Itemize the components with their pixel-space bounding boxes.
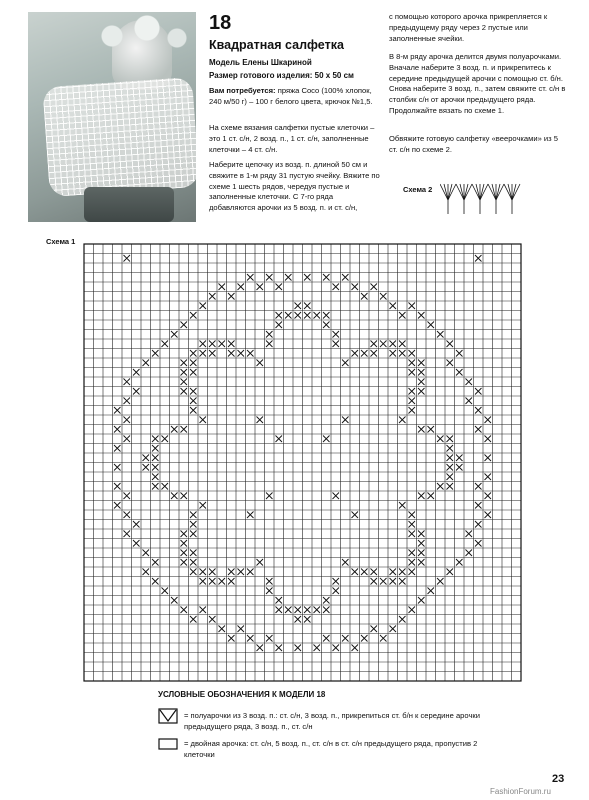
filled-cell (409, 559, 416, 566)
filled-cell (466, 531, 473, 538)
filled-cell (323, 436, 330, 443)
filled-cell (114, 502, 121, 509)
filled-cell (285, 274, 292, 281)
filled-cell (380, 635, 387, 642)
filled-cell (181, 360, 188, 367)
filled-cell (228, 578, 235, 585)
filled-cell (152, 483, 159, 490)
filled-cell (456, 559, 463, 566)
filled-cell (247, 274, 254, 281)
filled-cell (475, 521, 482, 528)
filled-cell (219, 341, 226, 348)
filled-cell (124, 512, 131, 519)
filled-cell (409, 303, 416, 310)
filled-cell (209, 616, 216, 623)
filled-cell (200, 341, 207, 348)
filled-cell (114, 483, 121, 490)
filled-cell (485, 474, 492, 481)
filled-cell (295, 607, 302, 614)
filled-cell (371, 350, 378, 357)
filled-cell (276, 597, 283, 604)
filled-cell (390, 626, 397, 633)
filled-cell (181, 369, 188, 376)
filled-cell (257, 645, 264, 652)
filled-cell (247, 350, 254, 357)
filled-cell (409, 360, 416, 367)
model-number: 18 (209, 12, 232, 34)
filled-cell (371, 626, 378, 633)
filled-cell (190, 312, 197, 319)
filled-cell (209, 578, 216, 585)
filled-cell (219, 626, 226, 633)
filled-cell (190, 531, 197, 538)
filled-cell (418, 597, 425, 604)
filled-cell (228, 341, 235, 348)
filled-cell (238, 284, 245, 291)
filled-cell (295, 312, 302, 319)
filled-cell (485, 436, 492, 443)
filled-cell (143, 569, 150, 576)
filled-cell (361, 293, 368, 300)
filled-cell (266, 331, 273, 338)
filled-cell (181, 379, 188, 386)
filled-cell (209, 293, 216, 300)
filled-cell (371, 578, 378, 585)
filled-cell (428, 322, 435, 329)
page-number: 23 (552, 773, 565, 785)
filled-cell (342, 417, 349, 424)
filled-cell (333, 588, 340, 595)
filled-cell (409, 388, 416, 395)
filled-cell (124, 398, 131, 405)
filled-cell (418, 360, 425, 367)
filled-cell (475, 502, 482, 509)
filled-cell (428, 493, 435, 500)
filled-cell (143, 360, 150, 367)
filled-cell (276, 645, 283, 652)
filled-cell (418, 550, 425, 557)
filled-cell (257, 360, 264, 367)
filled-cell (209, 569, 216, 576)
filled-cell (276, 284, 283, 291)
filled-cell (475, 483, 482, 490)
filled-cell (190, 512, 197, 519)
filled-cell (485, 512, 492, 519)
filled-cell (418, 540, 425, 547)
filled-cell (333, 578, 340, 585)
filled-cell (190, 407, 197, 414)
filled-cell (190, 550, 197, 557)
filled-cell (152, 455, 159, 462)
filled-cell (447, 569, 454, 576)
filled-cell (418, 388, 425, 395)
filled-cell (447, 474, 454, 481)
filled-cell (228, 569, 235, 576)
filled-cell (219, 578, 226, 585)
filled-cell (209, 341, 216, 348)
filled-cell (314, 607, 321, 614)
filled-cell (409, 607, 416, 614)
filled-cell (390, 578, 397, 585)
filled-cell (314, 312, 321, 319)
model-title: Квадратная салфетка (209, 38, 344, 52)
filled-cell (171, 597, 178, 604)
filled-cell (181, 540, 188, 547)
filled-cell (342, 559, 349, 566)
filled-cell (485, 493, 492, 500)
materials-paragraph: Вам потребуется: пряжа Coco (100% хлопок, 240 м/50 г) – 100 г белого цвета, крючок №1,5. (209, 86, 373, 106)
filled-cell (333, 341, 340, 348)
filled-cell (361, 350, 368, 357)
filled-cell (190, 388, 197, 395)
legend-title: УСЛОВНЫЕ ОБОЗНАЧЕНИЯ К МОДЕЛИ 18 (158, 690, 326, 699)
edging-paragraph: Обвяжите готовую салфетку «веерочками» из 5 ст. с/н по схеме 2. (389, 134, 558, 154)
cells-paragraph: На схеме вязания салфетки пустые клеточки – это 1 ст. с/н, 2 возд. п., 1 ст. с/н, заполненные клеточки – 4 ст. с/н. (209, 123, 375, 154)
filled-cell (399, 616, 406, 623)
filled-cell (352, 512, 359, 519)
filled-cell (124, 417, 131, 424)
filled-cell (162, 483, 169, 490)
filled-cell (475, 388, 482, 395)
filled-cell (333, 284, 340, 291)
filled-cell (437, 483, 444, 490)
filled-cell (143, 464, 150, 471)
scheme1-label: Схема 1 (46, 237, 76, 246)
filled-cell (333, 645, 340, 652)
filled-cell (447, 455, 454, 462)
filled-cell (190, 398, 197, 405)
filled-cell (124, 436, 131, 443)
filled-cell (447, 341, 454, 348)
filled-cell (466, 550, 473, 557)
double-arch-symbol (158, 738, 178, 750)
filled-cell (323, 607, 330, 614)
filled-cell (295, 645, 302, 652)
filled-cell (285, 607, 292, 614)
filled-cell (447, 483, 454, 490)
filled-cell (152, 464, 159, 471)
filled-cell (181, 607, 188, 614)
filled-cell (456, 464, 463, 471)
filled-cell (114, 445, 121, 452)
filled-cell (456, 369, 463, 376)
filled-cell (352, 350, 359, 357)
filled-cell (409, 350, 416, 357)
filled-cell (171, 493, 178, 500)
filled-cell (333, 493, 340, 500)
filled-cell (409, 369, 416, 376)
filled-cell (428, 588, 435, 595)
filled-cell (133, 521, 140, 528)
scheme2-label: Схема 2 (403, 185, 433, 194)
row8-paragraph: В 8-м ряду арочка делится двумя полуарочками. Вначале наберите 3 возд. п. и прикрепитесь к середине предыдущей арочки с помощью ст. б/н. Снова наберите 3 возд. п., затем свяжите ст. с/н в столбик с/н от арочки предыдущего ряда. Продолжайте вязать по схеме 1. (389, 52, 566, 115)
filled-cell (390, 569, 397, 576)
filled-cell (114, 407, 121, 414)
filled-cell (304, 303, 311, 310)
filled-cell (190, 360, 197, 367)
filled-cell (399, 502, 406, 509)
filled-cell (342, 635, 349, 642)
filled-cell (162, 588, 169, 595)
filled-cell (342, 360, 349, 367)
filled-cell (304, 312, 311, 319)
filled-cell (333, 331, 340, 338)
filled-cell (323, 312, 330, 319)
filled-cell (200, 502, 207, 509)
filled-cell (409, 512, 416, 519)
filled-cell (418, 369, 425, 376)
filled-cell (475, 426, 482, 433)
filled-cell (171, 426, 178, 433)
filled-cell (456, 455, 463, 462)
filled-cell (314, 645, 321, 652)
filled-cell (152, 436, 159, 443)
filled-cell (304, 274, 311, 281)
filled-cell (266, 493, 273, 500)
filled-cell (409, 521, 416, 528)
filled-cell (190, 369, 197, 376)
filled-cell (133, 388, 140, 395)
filled-cell (190, 569, 197, 576)
filled-cell (418, 531, 425, 538)
filled-cell (371, 569, 378, 576)
filled-cell (200, 569, 207, 576)
filled-cell (276, 436, 283, 443)
filled-cell (228, 293, 235, 300)
filled-cell (152, 578, 159, 585)
filled-cell (418, 379, 425, 386)
filled-cell (276, 312, 283, 319)
model-size: Размер готового изделия: 50 х 50 см (209, 71, 354, 80)
filled-cell (143, 455, 150, 462)
filled-cell (352, 284, 359, 291)
filled-cell (390, 350, 397, 357)
filled-cell (323, 274, 330, 281)
filled-cell (190, 350, 197, 357)
filled-cell (266, 588, 273, 595)
filled-cell (428, 426, 435, 433)
filled-cell (409, 398, 416, 405)
filled-cell (228, 635, 235, 642)
filled-cell (124, 531, 131, 538)
filled-cell (399, 578, 406, 585)
filled-cell (399, 350, 406, 357)
filled-cell (485, 455, 492, 462)
filled-cell (437, 578, 444, 585)
filled-cell (390, 303, 397, 310)
filled-cell (276, 322, 283, 329)
filled-cell (409, 407, 416, 414)
legend-half-arch: = полуарочки из 3 возд. п.: ст. с/н, 3 возд. п., прикрепиться ст. б/н к середине арочки предыдущего ряда, 3 возд. п., ст. с/н (184, 711, 480, 731)
half-arch-symbol (158, 708, 178, 724)
filled-cell (238, 569, 245, 576)
filled-cell (352, 569, 359, 576)
filled-cell (447, 436, 454, 443)
filled-cell (257, 284, 264, 291)
filled-cell (266, 341, 273, 348)
filled-cell (162, 341, 169, 348)
filled-cell (466, 379, 473, 386)
filled-cell (266, 578, 273, 585)
filled-cell (342, 274, 349, 281)
legend-double-arch: = двойная арочка: ст. с/н, 5 возд. п., ст. с/н в ст. с/н предыдущего ряда, пропустив 2 клеточки (184, 739, 478, 759)
model-author: Модель Елены Шкариной (209, 58, 312, 67)
filled-cell (361, 635, 368, 642)
filled-cell (352, 645, 359, 652)
filled-cell (133, 369, 140, 376)
filled-cell (190, 521, 197, 528)
filled-cell (475, 540, 482, 547)
filled-cell (399, 312, 406, 319)
filled-cell (247, 512, 254, 519)
filled-cell (238, 350, 245, 357)
filled-cell (209, 350, 216, 357)
filled-cell (409, 550, 416, 557)
filled-cell (247, 635, 254, 642)
filled-cell (124, 379, 131, 386)
filled-cell (181, 388, 188, 395)
filled-cell (181, 531, 188, 538)
filled-cell (304, 616, 311, 623)
filled-cell (162, 436, 169, 443)
filled-cell (181, 322, 188, 329)
filled-cell (114, 464, 121, 471)
filled-cell (418, 426, 425, 433)
filled-cell (152, 559, 159, 566)
filled-cell (181, 426, 188, 433)
filled-cell (295, 616, 302, 623)
filled-cell (399, 569, 406, 576)
watermark: FashionForum.ru (490, 787, 551, 796)
start-paragraph: Наберите цепочку из возд. п. длиной 50 см и свяжите в 1-м ряду 31 пустую ячейку. Вяжите по схеме 1 шесть рядов, чередуя пустые и заполненные клеточки. С 7-го ряда добавляются арочки из 5 возд. п. и ст. с/н, (209, 160, 380, 213)
filled-cell (143, 550, 150, 557)
filled-cell (200, 350, 207, 357)
filled-cell (190, 616, 197, 623)
filled-cell (181, 550, 188, 557)
filled-cell (124, 493, 131, 500)
filled-cell (409, 531, 416, 538)
filled-cell (447, 445, 454, 452)
filled-cell (276, 607, 283, 614)
filled-cell (152, 474, 159, 481)
filled-cell (219, 284, 226, 291)
filled-cell (152, 350, 159, 357)
filled-cell (200, 607, 207, 614)
filled-cell (200, 303, 207, 310)
filled-cell (361, 569, 368, 576)
filled-cell (456, 350, 463, 357)
filled-cell (447, 464, 454, 471)
filled-cell (257, 559, 264, 566)
arch-paragraph: с помощью которого арочка прикрепляется к предыдущему ряду через 2 пустые или заполненные ячейки. (389, 12, 548, 43)
filled-cell (371, 284, 378, 291)
filled-cell (380, 578, 387, 585)
filled-cell (257, 417, 264, 424)
filled-cell (390, 341, 397, 348)
filled-cell (200, 578, 207, 585)
filled-cell (371, 341, 378, 348)
filled-cell (485, 417, 492, 424)
filled-cell (380, 293, 387, 300)
filled-cell (437, 436, 444, 443)
filled-cell (228, 350, 235, 357)
filled-cell (418, 559, 425, 566)
filled-cell (437, 331, 444, 338)
filled-cell (266, 274, 273, 281)
filled-cell (152, 445, 159, 452)
filled-cell (380, 341, 387, 348)
filled-cell (447, 360, 454, 367)
filled-cell (323, 597, 330, 604)
filled-cell (181, 493, 188, 500)
filled-cell (295, 303, 302, 310)
filled-cell (466, 398, 473, 405)
filled-cell (171, 331, 178, 338)
filled-cell (247, 569, 254, 576)
filled-cell (200, 417, 207, 424)
filled-cell (304, 607, 311, 614)
filled-cell (190, 559, 197, 566)
filled-cell (133, 540, 140, 547)
filled-cell (238, 626, 245, 633)
filled-cell (285, 312, 292, 319)
filled-cell (475, 407, 482, 414)
filled-cell (266, 635, 273, 642)
filled-cell (114, 426, 121, 433)
filled-cell (418, 493, 425, 500)
filled-cell (124, 255, 131, 262)
filled-cell (323, 322, 330, 329)
filled-cell (399, 341, 406, 348)
filled-cell (181, 559, 188, 566)
filled-cell (399, 417, 406, 424)
filled-cell (475, 255, 482, 262)
filled-cell (323, 635, 330, 642)
filled-cell (409, 569, 416, 576)
filled-cell (418, 312, 425, 319)
